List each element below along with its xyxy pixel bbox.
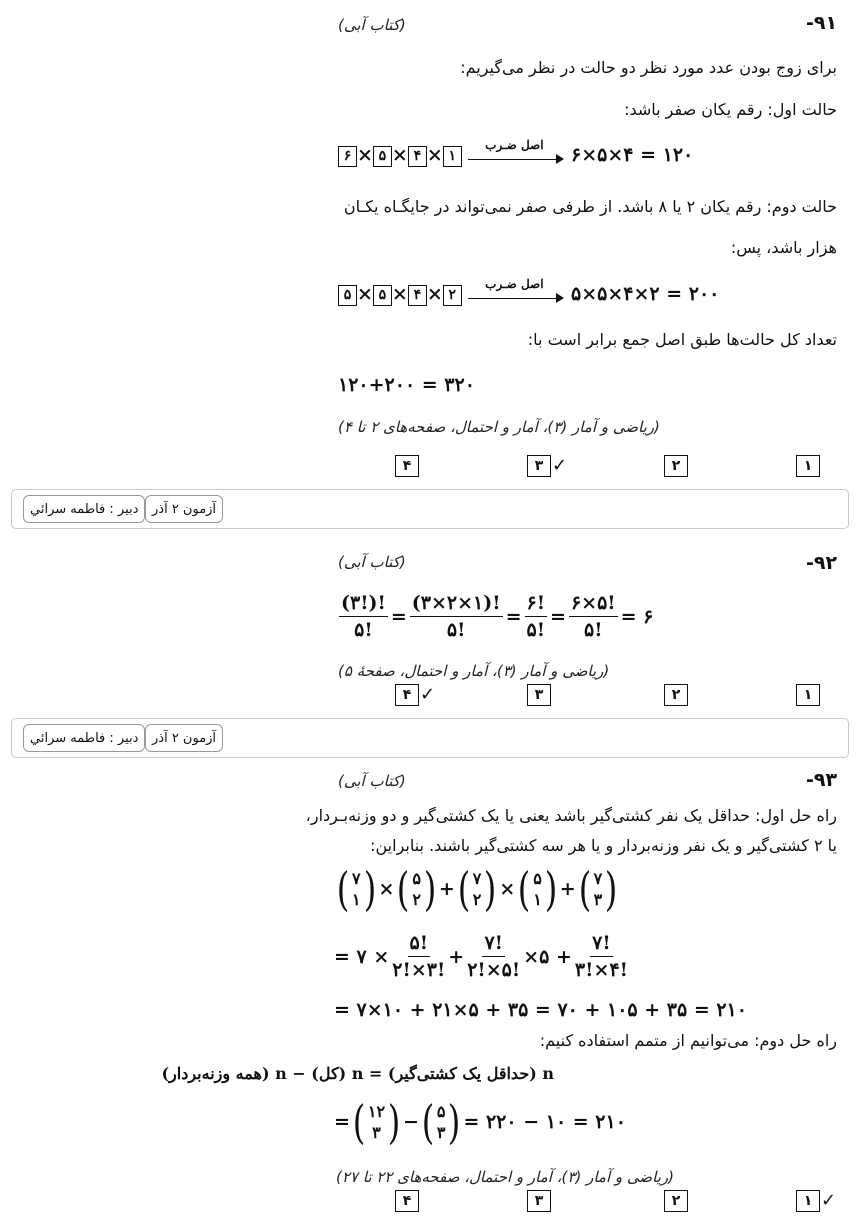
binom-bottom: ۲ (412, 890, 421, 909)
denominator: ۵! (446, 619, 466, 641)
question-number: -۹۲ (806, 552, 838, 574)
option-box: ۱ (796, 1190, 820, 1212)
binom-bottom: ۱ (351, 890, 361, 909)
numerator: (۳×۲×۱)! (410, 592, 503, 617)
option-box: ۴ (395, 1190, 419, 1212)
step-text: ×۵ + (523, 945, 572, 968)
reference: (ریاضی و آمار (۳)، آمار و احتمال، صفحه‌های ۲۲ تا ۲۷) (336, 1168, 674, 1186)
numerator: ۷! (590, 932, 613, 957)
binomial: ( ۷ ۳ ) (578, 862, 618, 916)
binom-bottom: ۳ (593, 890, 603, 909)
times-sign: × (499, 878, 516, 900)
reference: (ریاضی و آمار (۳)، آمار و احتمال، صفحهٔ ۵) (338, 662, 610, 680)
check-icon: ✓ (552, 455, 568, 476)
case2-result: ۵×۵×۴×۲ = ۲۰۰ (571, 283, 720, 305)
exam-badge: آزمون ۲ آذر (145, 495, 223, 523)
digit-box: ۵ (373, 285, 392, 306)
digit-box: ۱ (443, 146, 462, 167)
option-box: ۲ (664, 684, 688, 706)
numerator: (۳!)! (339, 592, 388, 617)
denominator: ۵! (526, 619, 546, 641)
complement-calc: = ( ۱۲ ۳ ) − ( ۵ ۳ ) = ۲۲۰ − ۱۰ = ۲۱۰ (334, 1095, 626, 1149)
binomial: ( ۵ ۲ ) (397, 862, 437, 916)
binom-top: ۵ (412, 869, 421, 888)
times-sign: × (391, 144, 408, 166)
fraction (339, 592, 388, 641)
option-box: ۳ (527, 1190, 551, 1212)
binom-bottom: ۳ (372, 1123, 381, 1142)
option-box: ۲ (664, 455, 688, 477)
arrow (468, 277, 564, 304)
numerator: ۶! (525, 592, 548, 617)
times-sign: × (426, 144, 443, 166)
numerator: ۵! (408, 932, 431, 957)
binom-top: ۷ (593, 869, 603, 888)
times-sign: × (426, 283, 443, 305)
text-line: هزار باشد، پس: (730, 238, 837, 257)
source-label: (کتاب آبی) (338, 16, 406, 34)
fraction (575, 932, 628, 981)
arrow-label: اصل ضـرب (485, 138, 544, 152)
denominator: ۵! (584, 619, 603, 641)
denominator: ۲!×۵! (467, 959, 521, 981)
binom-top: ۷ (472, 869, 482, 888)
step-text: = ۷ × (334, 945, 390, 968)
case1-equation (338, 138, 694, 167)
binom-top: ۱۲ (367, 1102, 386, 1121)
arrow (468, 138, 564, 165)
binom-bottom: ۱ (533, 890, 542, 909)
binom-top: ۵ (533, 869, 542, 888)
question-number: -۹۱ (806, 12, 838, 34)
option-box: ۱ (796, 684, 820, 706)
step-text: + (448, 945, 465, 968)
text-line: راه حل دوم: می‌توانیم از متمم استفاده کنیم: (539, 1031, 837, 1050)
text-line: یا ۲ کشتی‌گیر و یک نفر وزنه‌بردار و یا هر سه کشتی‌گیر باشند. بنابراین: (370, 836, 837, 855)
denominator: ۵! (354, 619, 373, 641)
arrow-label: اصل ضـرب (485, 277, 544, 291)
times-sign: × (357, 283, 373, 305)
binomial: ( ۱۲ ۳ ) (352, 1095, 401, 1149)
exam-badge: آزمون ۲ آذر (145, 724, 223, 752)
numerator: ۶×۵! (569, 592, 618, 617)
binomial: ( ۷ ۲ ) (457, 862, 497, 916)
exam-info-bar (11, 718, 849, 758)
times-sign: × (391, 283, 408, 305)
result: = ۶ (620, 605, 654, 628)
option-box: ۴ (395, 684, 419, 706)
binom-bottom: ۲ (472, 890, 482, 909)
fraction (569, 592, 618, 641)
text-line: راه حل اول: حداقل یک نفر کشتی‌گیر باشد یعنی یا یک کشتی‌گیر و دو وزنه‌بـردار، (305, 806, 837, 825)
binom-top: ۵ (436, 1102, 446, 1121)
binomial: ( ۵ ۳ ) (421, 1095, 461, 1149)
denominator: ۲!×۳! (392, 959, 446, 981)
digit-box: ۴ (408, 146, 427, 167)
digit-box: ۶ (338, 146, 357, 167)
question-number: -۹۳ (806, 769, 838, 791)
expansion-step (334, 932, 631, 981)
times-sign: × (378, 878, 395, 900)
numerator: ۷! (482, 932, 505, 957)
text-line: حالت اول: رقم یکان صفر باشد: (624, 100, 837, 119)
check-icon: ✓ (821, 1190, 837, 1211)
option-box: ۳ (527, 455, 551, 477)
binomial: ( ۵ ۱ ) (517, 862, 558, 916)
text-line: برای زوج بودن عدد مورد نظر دو حالت در نظر می‌گیریم: (460, 58, 837, 77)
text-line: تعداد کل حالت‌ها طبق اصل جمع برابر است با: (527, 330, 837, 349)
case1-result: ۶×۵×۴ = ۱۲۰ (571, 144, 694, 166)
fraction (392, 932, 445, 981)
digit-box: ۲ (443, 285, 462, 306)
option-box: ۴ (395, 455, 419, 477)
digit-box: ۵ (338, 285, 357, 306)
option-box: ۱ (796, 455, 820, 477)
factorial-equation: $\frac{(۳!)!}{۵!}$ = $\frac{(۳\times ۲\times ۱)!}{۵!}$ = $\frac{۶!}{۵!}$ = $\frac{۶\times ۵!}{۵!}$ = ۶ (341, 592, 654, 641)
reference: (ریاضی و آمار (۳)، آمار و احتمال، صفحه‌های ۲ تا ۴) (338, 418, 660, 436)
teacher-badge: دبیر : فاطمه سرائي (23, 495, 145, 523)
fraction (467, 932, 520, 981)
teacher-badge: دبیر : فاطمه سرائي (23, 724, 145, 752)
text-line: حالت دوم: رقم یکان ۲ یا ۸ باشد. از طرفی صفر نمی‌تواند در جایگـاه یکـان (343, 197, 837, 216)
check-icon: ✓ (420, 684, 436, 705)
combination-sum: ( ۷ ۱ ) × ( ۵ ۲ ) + ( ۷ ۲ ) × ( ۵ ۱ ) + ( ۷ ۳ ) (334, 866, 620, 912)
denominator: ۳!×۴! (574, 959, 628, 981)
source-label: (کتاب آبی) (338, 553, 406, 571)
binom-top: ۷ (351, 869, 361, 888)
times-sign: × (357, 144, 373, 166)
total-equation: ۱۲۰+۲۰۰ = ۳۲۰ (338, 374, 475, 396)
final-result: = ۲۲۰ − ۱۰ = ۲۱۰ (463, 1111, 626, 1133)
option-box: ۲ (664, 1190, 688, 1212)
complement-formula: n (حداقل یک کشتی‌گیر) = n (کل) − n (همه وزنه‌بردار) (161, 1064, 554, 1083)
digit-box: ۵ (373, 146, 392, 167)
option-box: ۳ (527, 684, 551, 706)
case2-equation (338, 277, 720, 306)
fraction (410, 592, 503, 641)
sum-step: = ۷×۱۰ + ۲۱×۵ + ۳۵ = ۷۰ + ۱۰۵ + ۳۵ = ۲۱۰ (334, 999, 747, 1021)
binom-bottom: ۳ (436, 1123, 446, 1142)
fraction (525, 592, 548, 641)
digit-box: ۴ (408, 285, 427, 306)
source-label: (کتاب آبی) (338, 772, 406, 790)
exam-info-bar (11, 489, 849, 529)
binomial: ( ۷ ۱ ) (336, 862, 376, 916)
